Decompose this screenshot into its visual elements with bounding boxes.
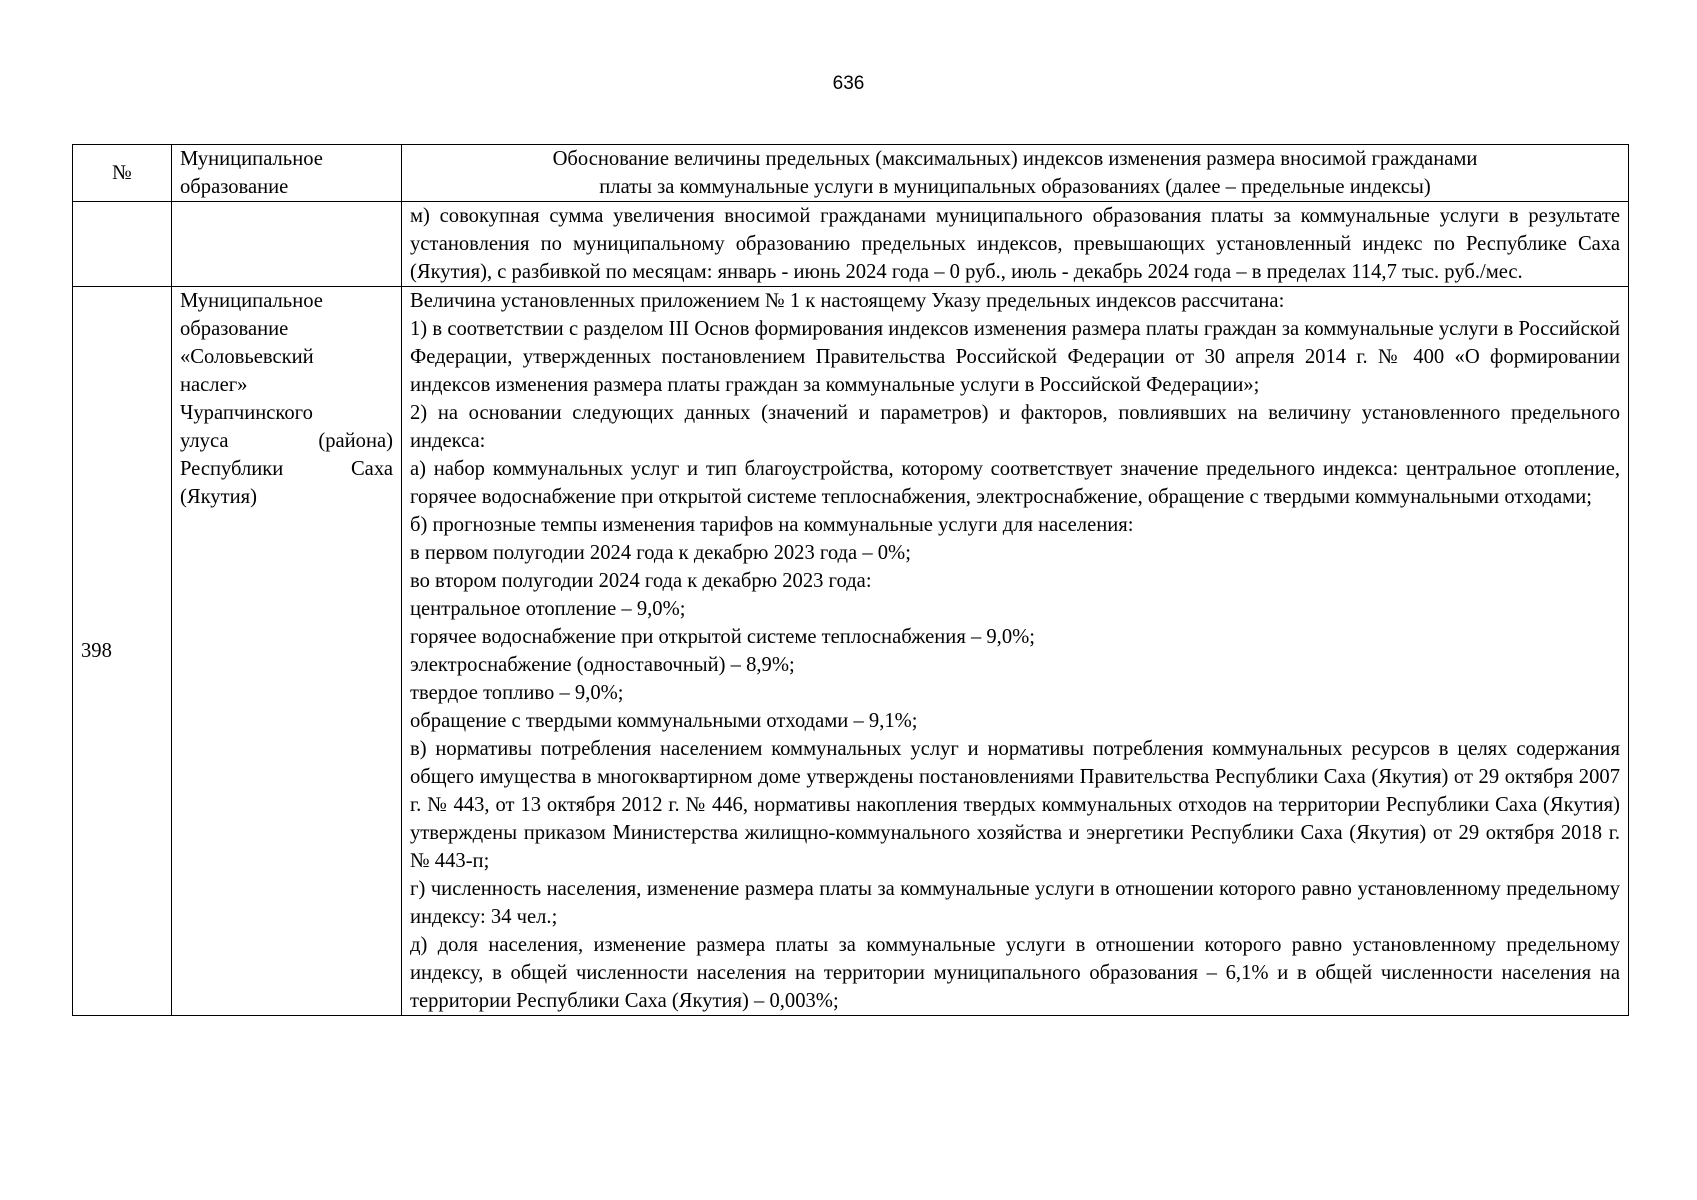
continuation-num — [73, 202, 172, 287]
header-number: № — [73, 145, 172, 202]
indices-table — [72, 144, 1629, 1016]
justification-paragraph: а) набор коммунальных услуг и тип благоустройства, которому соответствует значение предельного индекса: центральное отопление, горячее водоснабжение при открытой системе теплоснабжения, электроснабжение, обращение с твердыми коммунальными отходами; — [410, 458, 1620, 508]
header-municipality — [172, 145, 402, 202]
justification-paragraph: центральное отопление – 9,0%; — [410, 598, 686, 620]
row-justification — [402, 287, 1629, 1016]
municipality-line: Чурапчинского — [180, 402, 313, 424]
justification-paragraph: во втором полугодии 2024 года к декабрю 2023 года: — [410, 570, 872, 592]
justification-paragraph: Величина установленных приложением № 1 к настоящему Указу предельных индексов рассчитана: — [410, 290, 1285, 312]
justification-paragraph: в) нормативы потребления населением коммунальных услуг и нормативы потребления коммунальных ресурсов в целях содержания общего имущества в многоквартирном доме утверждены постановлениями Правительства Республики Саха (Якутия) от 29 октября 2007 г. № 443, от 13 октября 2012 г. № 446, нормативы накопления твердых коммунальных отходов на территории Республики Саха (Якутия) утверждены приказом Министерства жилищно-коммунального хозяйства и энергетики Республики Саха (Якутия) от 29 октября 2018 г. № 443-п; — [410, 738, 1620, 872]
justification-paragraph: 2) на основании следующих данных (значений и параметров) и факторов, повлиявших на величину установленного предельного индекса: — [410, 402, 1620, 452]
header-municipality-line1: Муниципальное — [180, 148, 323, 170]
justification-paragraph: г) численность населения, изменение размера платы за коммунальные услуги в отношении которого равно установленному предельному индексу: 34 чел.; — [410, 878, 1620, 928]
header-municipality-line2: образование — [180, 176, 289, 198]
continuation-text-cell — [402, 202, 1629, 287]
municipality-line: образование — [180, 318, 289, 340]
municipality-line: улуса (района) — [180, 430, 393, 452]
municipality-line: Муниципальное — [180, 290, 323, 312]
municipality-line: (Якутия) — [180, 486, 257, 508]
municipality-line: наслег» — [180, 374, 248, 396]
table-row-398 — [73, 287, 1629, 1016]
municipality-line: Республики Саха — [180, 458, 393, 480]
justification-paragraph: горячее водоснабжение при открытой системе теплоснабжения – 9,0%; — [410, 626, 1036, 648]
table-header-row — [73, 145, 1629, 202]
justification-paragraph: обращение с твердыми коммунальными отходами – 9,1%; — [410, 710, 918, 732]
justification-paragraph: 1) в соответствии с разделом III Основ формирования индексов изменения размера платы граждан за коммунальные услуги в Российской Федерации, утвержденных постановлением Правительства Российской Федерации от 30 апреля 2014 г. № 400 «О формировании индексов изменения размера платы граждан за коммунальные услуги в Российской Федерации»; — [410, 318, 1620, 396]
continuation-municipality — [172, 202, 402, 287]
justification-paragraph: в первом полугодии 2024 года к декабрю 2023 года – 0%; — [410, 542, 911, 564]
page-number: 636 — [832, 73, 865, 94]
continuation-paragraph: м) совокупная сумма увеличения вносимой гражданами муниципального образования платы за коммунальные услуги в результате установления по муниципальному образованию предельных индексов, превышающих установленный индекс по Республике Саха (Якутия), с разбивкой по месяцам: январь - июнь 2024 года – 0 руб., июль - декабрь 2024 года – в пределах 114,7 тыс. руб./мес. — [410, 205, 1620, 283]
justification-paragraph: электроснабжение (одноставочный) – 8,9%; — [410, 654, 795, 676]
header-justification-line2: платы за коммунальные услуги в муниципальных образованиях (далее – предельные индексы) — [599, 176, 1431, 198]
justification-paragraph: д) доля населения, изменение размера платы за коммунальные услуги в отношении которого равно установленному предельному индексу, в общей численности населения на территории муниципального образования – 6,1% и в общей численности населения на территории Республики Саха (Якутия) – 0,003%; — [410, 934, 1620, 1012]
municipality-line: «Соловьевский — [180, 346, 314, 368]
header-justification — [402, 145, 1629, 202]
row-municipality — [172, 287, 402, 1016]
row-number: 398 — [73, 287, 172, 1016]
header-justification-line1: Обоснование величины предельных (максимальных) индексов изменения размера вносимой гражданами — [552, 148, 1478, 170]
justification-paragraph: твердое топливо – 9,0%; — [410, 682, 624, 704]
justification-paragraph: б) прогнозные темпы изменения тарифов на коммунальные услуги для населения: — [410, 514, 1134, 536]
table-row-continuation — [73, 202, 1629, 287]
